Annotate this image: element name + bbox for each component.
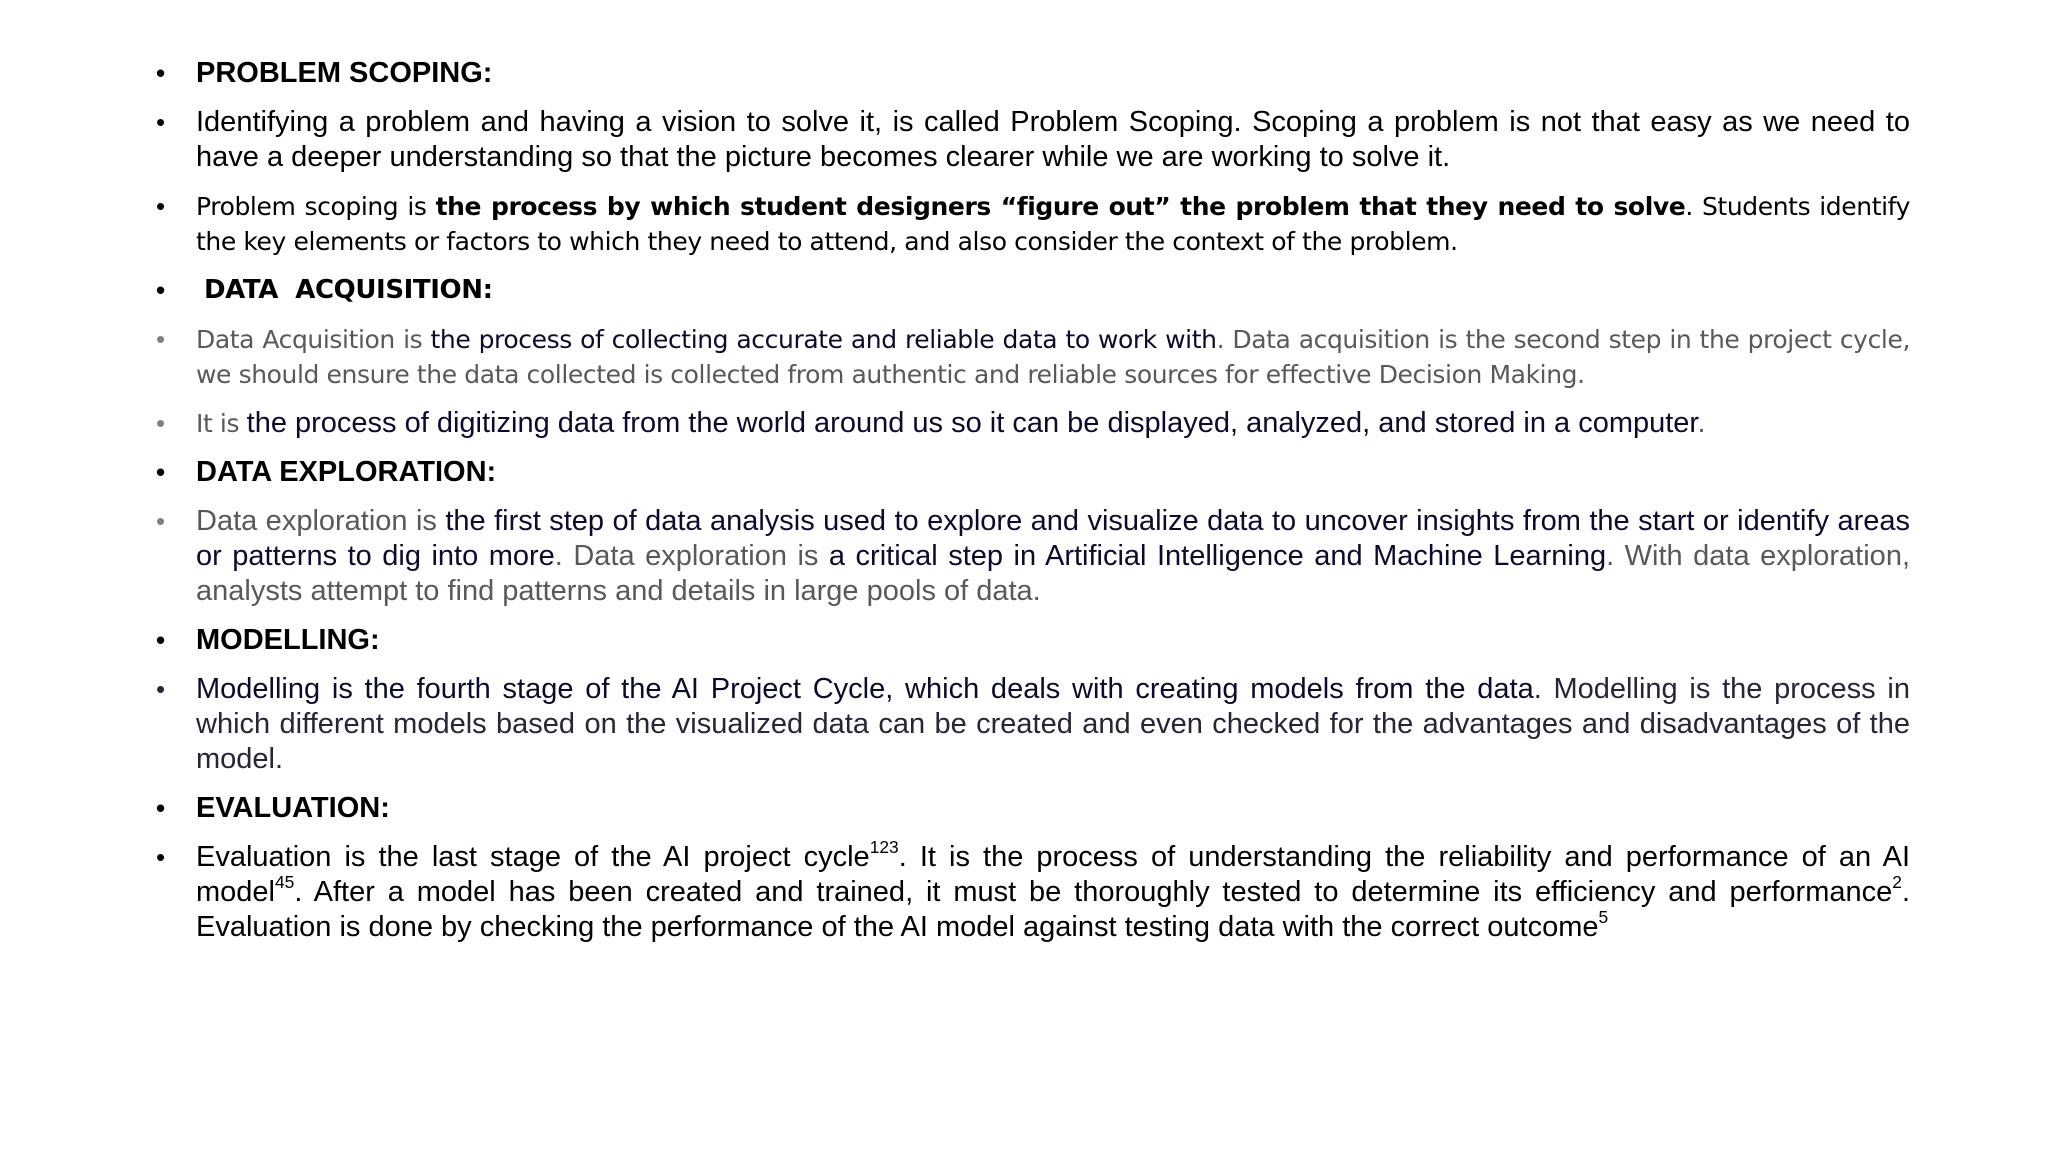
bullet-item-heading-problem-scoping <box>150 56 1910 91</box>
paragraph-text: Data exploration is <box>196 505 446 537</box>
bullet-item-heading-evaluation <box>150 791 1910 826</box>
bullet-icon: • <box>156 625 166 655</box>
paragraph-highlight-text: the process of digitizing data from the world around us so it can be displayed, analyzed, and stored in a computer <box>246 407 1698 439</box>
paragraph-highlight-text: the process of collecting accurate and reliable data to work with <box>430 325 1217 354</box>
heading-modelling: MODELLING: <box>196 624 380 656</box>
citation-superscript: 5 <box>1598 906 1609 927</box>
bullet-icon: • <box>156 506 166 536</box>
paragraph-text: . Data acquisition is the second step in the project cycle, we should ensure the data collected is collected from authentic and reliable sources for effective Decision Making. <box>196 325 1910 389</box>
bullet-icon: • <box>156 324 165 354</box>
bullet-icon: • <box>156 793 166 823</box>
paragraph-text: . <box>1697 407 1706 439</box>
heading-data-acquisition: DATA ACQUISITION: <box>204 275 493 305</box>
paragraph-text: . Modelling is the process in which different models based on the visualized data can be created and even checked for the advantages and disadvantages of the model. <box>196 673 1910 775</box>
paragraph-highlight-text: a critical step in Artificial Intelligence and Machine Learning <box>828 540 1607 572</box>
slide-content <box>150 56 1910 959</box>
bullet-icon: • <box>156 674 166 704</box>
paragraph-text: It is <box>196 409 247 438</box>
paragraph-text: . With data exploration, analysts attempt to find patterns and details in large pools of data. <box>196 540 1910 607</box>
heading-problem-scoping: PROBLEM SCOPING: <box>196 57 493 89</box>
bullet-icon: • <box>156 275 165 305</box>
paragraph-text: Evaluation is the last stage of the AI project cycle <box>196 841 870 873</box>
bullet-item-problem-scoping-definition <box>150 105 1910 175</box>
citation-superscript: 2 <box>1892 871 1902 892</box>
paragraph-text: . Data exploration is <box>554 540 829 572</box>
bullet-item-heading-data-exploration <box>150 455 1910 490</box>
bullet-icon: • <box>156 191 165 221</box>
paragraph-highlight-text: Modelling is the fourth stage of the AI Project Cycle, which deals with creating models from the data <box>196 673 1534 705</box>
heading-evaluation: EVALUATION: <box>196 792 390 824</box>
paragraph-text: . Students identify the key elements or factors to which they need to attend, and also consider the context of the problem. <box>196 192 1911 256</box>
paragraph-text: Problem scoping is <box>196 192 436 221</box>
paragraph-text: . Evaluation is done by checking the performance of the AI model against testing data with the correct outcome <box>196 876 1910 943</box>
paragraph-text: Identifying a problem and having a vision to solve it, is called Problem Scoping. Scoping a problem is not that easy as we need to have a deeper understanding so that the picture becomes clearer while we are working to solve it. <box>196 106 1910 173</box>
bullet-icon: • <box>156 457 166 487</box>
bullet-item-modelling-definition <box>150 672 1910 777</box>
bullet-item-heading-data-acquisition <box>150 273 1910 308</box>
paragraph-text: Data Acquisition is <box>196 325 431 354</box>
bullet-item-data-acquisition-definition <box>150 322 1910 392</box>
bullet-item-data-exploration-definition <box>150 504 1910 609</box>
bullet-item-data-acquisition-digitizing <box>150 406 1910 441</box>
paragraph-text: . After a model has been created and trained, it must be thoroughly tested to determine its efficiency and performance <box>294 876 1893 908</box>
bullet-icon: • <box>156 842 166 872</box>
heading-data-exploration: DATA EXPLORATION: <box>196 456 497 488</box>
citation-superscript: 45 <box>275 871 295 892</box>
bullet-item-evaluation-definition <box>150 836 1910 945</box>
bullet-item-problem-scoping-process <box>150 189 1910 259</box>
paragraph-bold-text: the process by which student designers “figure out” the problem that they need to solve <box>435 192 1686 221</box>
bullet-icon: • <box>156 408 166 438</box>
paragraph-highlight-text: the first step of data analysis used to explore and visualize data to uncover insights from the start or identify areas or patterns to dig into more <box>196 505 1910 572</box>
bullet-icon: • <box>156 107 166 137</box>
bullet-item-heading-modelling <box>150 623 1910 658</box>
bullet-icon: • <box>156 58 166 88</box>
paragraph-text: . It is the process of understanding the reliability and performance of an AI model <box>196 841 1910 908</box>
citation-superscript: 123 <box>869 836 899 857</box>
